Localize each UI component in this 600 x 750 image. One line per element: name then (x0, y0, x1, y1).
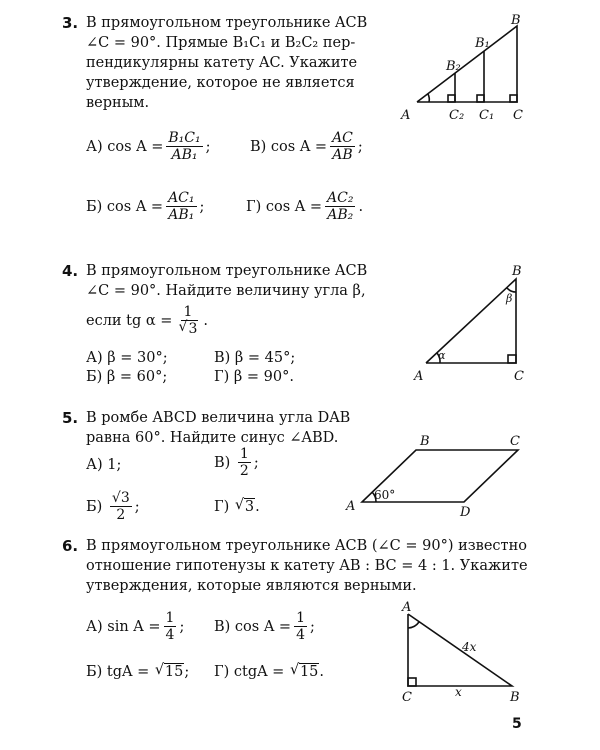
label-beta: β (506, 292, 513, 305)
option-label: Г) (214, 369, 230, 385)
label-b1: B₁ (475, 36, 490, 51)
label-b: B (510, 690, 520, 705)
problem-text (86, 13, 386, 113)
numerator: 1 (239, 446, 249, 462)
angle-arc-a (408, 622, 419, 628)
problem-number: 5. (62, 409, 79, 427)
option-lhs: cos A = (265, 198, 323, 215)
label-c1: C₁ (479, 108, 495, 123)
option-label: Б) (86, 198, 103, 215)
radicand: 3 (188, 321, 198, 337)
option-tail: ; (357, 138, 363, 155)
right-angle-mark (477, 95, 484, 102)
answer-option (86, 130, 211, 163)
answer-option (86, 490, 140, 523)
option-label: Г) (214, 664, 230, 680)
option-text: β = 30°; (107, 350, 168, 366)
condition-prefix: если tg α = (86, 312, 173, 329)
text-line: В ромбе ABCD величина угла DAB (86, 410, 351, 426)
text-line: пендикулярны катету AC. Укажите (86, 55, 358, 71)
fraction (238, 446, 251, 479)
answer-option (86, 457, 121, 473)
text-line: равна 60°. Найдите синус ∠ABD. (86, 430, 339, 446)
option-label: А) (86, 618, 103, 635)
denominator: AB₁ (168, 207, 195, 223)
fraction (330, 130, 355, 163)
answer-option (214, 610, 315, 643)
label-d: D (460, 505, 471, 520)
fraction (164, 610, 177, 643)
option-tail: ; (184, 664, 190, 680)
problem-condition (86, 304, 208, 337)
option-text: β = 60°; (106, 369, 168, 385)
option-label: Г) (214, 499, 230, 515)
right-angle-mark (508, 355, 516, 363)
answer-option (214, 499, 260, 515)
problem-text (86, 261, 386, 301)
numerator: B₁C₁ (168, 130, 201, 146)
label-c: C (510, 434, 520, 449)
answer-option (214, 446, 259, 479)
option-lhs: tgA = (106, 664, 150, 680)
label-c: C (514, 369, 524, 384)
radicand: 3 (244, 499, 255, 515)
fraction (294, 610, 307, 643)
option-tail: . (358, 198, 364, 215)
option-label: Г) (246, 198, 262, 215)
option-label: В) (214, 454, 231, 471)
option-lhs: cos A = (234, 618, 292, 635)
label-leg: x (455, 685, 462, 699)
answer-option (86, 664, 189, 680)
fraction (175, 304, 200, 337)
numerator: 1 (296, 610, 305, 626)
option-lhs: ctgA = (233, 664, 285, 680)
radicand: 15 (299, 664, 319, 680)
label-c2: C₂ (449, 108, 465, 123)
text-line: верным. (86, 95, 150, 111)
label-a: A (346, 499, 356, 514)
option-label: В) (250, 138, 267, 155)
option-tail: ; (253, 454, 259, 471)
denominator: AB₂ (327, 207, 354, 223)
answer-option (86, 190, 204, 223)
option-label: Б) (86, 369, 103, 385)
text-line: ∠C = 90°. Прямые B₁C₁ и B₂C₂ пер- (86, 35, 356, 51)
answer-option (86, 350, 168, 366)
label-a: A (414, 369, 424, 384)
answer-option (86, 610, 184, 643)
numerator: AC (332, 130, 353, 146)
radicand: 15 (164, 664, 184, 680)
figure-triangle-parallels (395, 12, 545, 124)
option-lhs: cos A = (270, 138, 328, 155)
option-tail: ; (134, 498, 140, 515)
label-a: A (401, 108, 411, 123)
label-hyp: 4x (462, 640, 477, 654)
fraction (166, 190, 196, 223)
figure-right-triangle-ratio (392, 600, 532, 706)
option-tail: . (255, 499, 260, 515)
denominator (175, 321, 200, 337)
figure-right-triangle (410, 262, 540, 388)
text-line: В прямоугольном треугольнике ACB (∠C = 90°) известно (86, 538, 527, 554)
denominator: AB (332, 147, 353, 163)
denominator: 4 (296, 627, 305, 643)
option-tail: ; (309, 618, 315, 635)
right-angle-mark (448, 95, 455, 102)
option-label: А) (86, 457, 103, 473)
answer-option (250, 130, 363, 163)
answer-option (214, 664, 324, 680)
label-a: A (402, 600, 412, 615)
figure-rhombus (340, 430, 540, 520)
label-b: B (511, 13, 521, 28)
option-lhs: cos A = (107, 138, 164, 155)
problem-number: 3. (62, 14, 79, 32)
answer-option (86, 369, 167, 385)
fraction (110, 490, 132, 523)
option-label: В) (214, 350, 231, 366)
label-b2: B₂ (446, 59, 461, 74)
option-tail: ; (205, 138, 211, 155)
label-c: C (513, 108, 523, 123)
label-angle: 60° (374, 488, 396, 502)
text-line: утверждение, которое не является (86, 75, 355, 91)
option-text: β = 45°; (234, 350, 296, 366)
option-lhs: cos A = (106, 198, 164, 215)
numerator: √3 (111, 490, 130, 506)
option-lhs: sin A = (107, 618, 161, 635)
numerator: 1 (165, 610, 175, 626)
option-tail: ; (199, 198, 205, 215)
right-angle-mark (408, 678, 416, 686)
problem-number: 4. (62, 262, 79, 280)
denominator: 2 (239, 463, 249, 479)
numerator: 1 (183, 304, 193, 320)
fraction (325, 190, 355, 223)
numerator: AC₂ (327, 190, 354, 206)
denominator: 4 (165, 627, 175, 643)
problem-number: 6. (62, 537, 79, 555)
text-line: отношение гипотенузы к катету AB : BC = 4 : 1. Укажите (86, 558, 528, 574)
text-line: В прямоугольном треугольнике ACB (86, 15, 368, 31)
option-label: А) (86, 350, 103, 366)
problem-text (86, 536, 556, 596)
triangle-acb (408, 614, 512, 686)
text-line: утверждения, которые являются верными. (86, 578, 417, 594)
option-tail: ; (179, 618, 185, 635)
denominator: AB₁ (171, 147, 198, 163)
label-b: B (512, 264, 522, 279)
option-label: В) (214, 618, 231, 635)
label-alpha: α (438, 349, 446, 362)
triangle-acb (417, 26, 517, 102)
denominator: 2 (116, 507, 126, 523)
condition-tail: . (203, 312, 208, 329)
text-line: В прямоугольном треугольнике ACB (86, 263, 368, 279)
option-text: 1; (107, 457, 122, 473)
option-label: Б) (86, 664, 103, 680)
label-c: C (402, 690, 412, 705)
option-text: β = 90°. (233, 369, 294, 385)
angle-arc-a (428, 94, 429, 102)
option-label: А) (86, 138, 103, 155)
answer-option (246, 190, 363, 223)
text-line: ∠C = 90°. Найдите величину угла β, (86, 283, 366, 299)
page-number: 5 (512, 716, 522, 732)
right-angle-mark (510, 95, 517, 102)
label-b: B (420, 434, 430, 449)
answer-option (214, 350, 295, 366)
answer-option (214, 369, 294, 385)
option-label: Б) (86, 498, 103, 515)
fraction (166, 130, 202, 163)
numerator: AC₁ (168, 190, 195, 206)
option-tail: . (319, 664, 325, 680)
